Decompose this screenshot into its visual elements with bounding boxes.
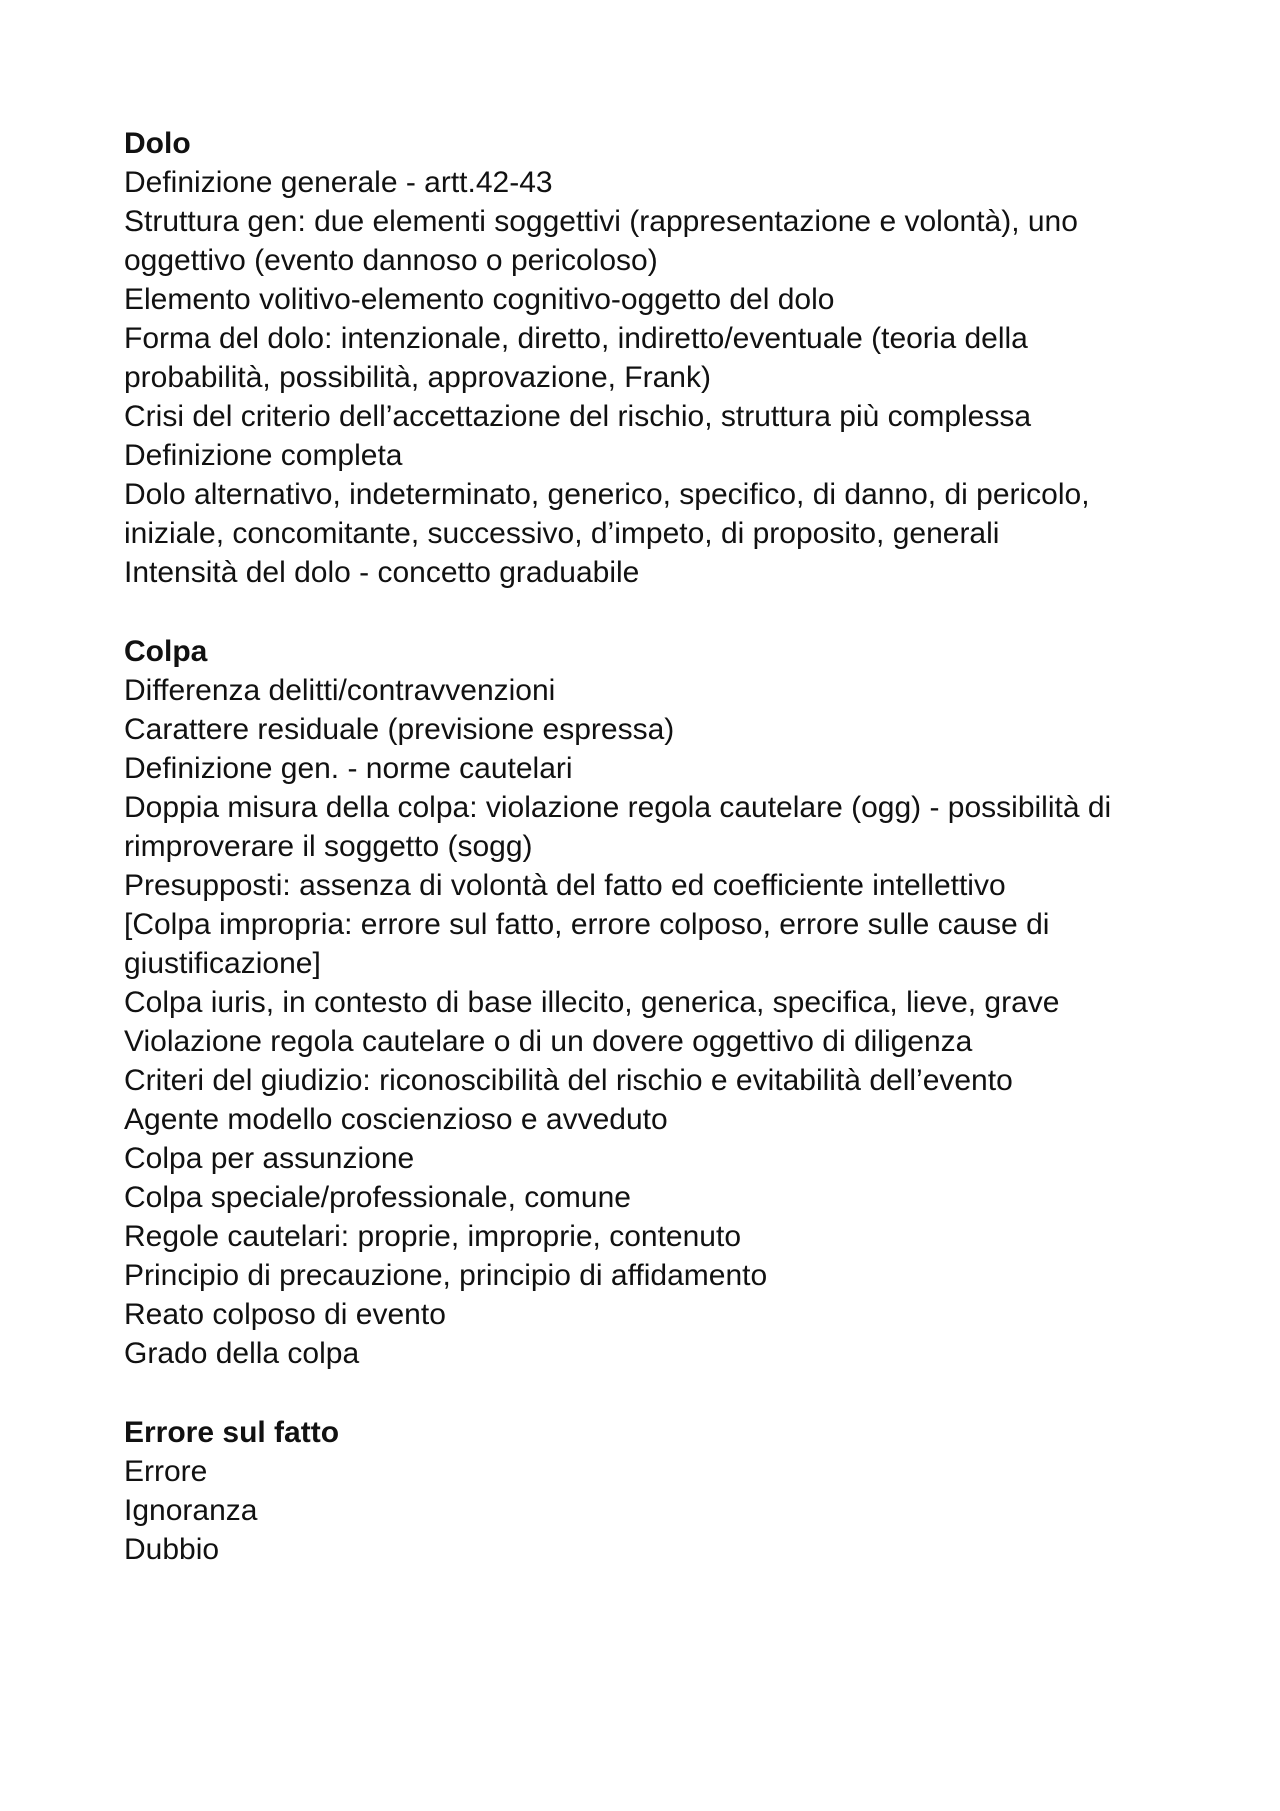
list-item: Definizione generale - artt.42-43 [124, 166, 553, 199]
list-item: Presupposti: assenza di volontà del fatto ed coefficiente intellettivo [124, 869, 1006, 902]
list-item: Dolo alternativo, indeterminato, generico, specifico, di danno, di pericolo, iniziale, concomitante, successivo, d’impeto, di proposito, generali [124, 478, 1090, 550]
list-item: Errore [124, 1455, 208, 1488]
list-item: Doppia misura della colpa: violazione regola cautelare (ogg) - possibilità di rimproverare il soggetto (sogg) [124, 791, 1112, 863]
list-item: Elemento volitivo-elemento cognitivo-oggetto del dolo [124, 283, 835, 316]
section-errore-sul-fatto [124, 1413, 1174, 1569]
list-item: Colpa iuris, in contesto di base illecito, generica, specifica, lieve, grave [124, 986, 1060, 1019]
list-item: Colpa per assunzione [124, 1142, 415, 1175]
list-item: Crisi del criterio dell’accettazione del rischio, struttura più complessa [124, 400, 1032, 433]
list-item: Colpa speciale/professionale, comune [124, 1181, 631, 1214]
list-item: Regole cautelari: proprie, improprie, contenuto [124, 1220, 742, 1253]
document-page [124, 124, 1174, 1609]
section-title: Dolo [124, 127, 191, 160]
section-colpa [124, 632, 1174, 1373]
list-item: Violazione regola cautelare o di un dovere oggettivo di diligenza [124, 1025, 973, 1058]
list-item: Agente modello coscienzioso e avveduto [124, 1103, 668, 1136]
list-item: Grado della colpa [124, 1337, 360, 1370]
list-item: [Colpa impropria: errore sul fatto, errore colposo, errore sulle cause di giustificazione] [124, 908, 1050, 980]
section-dolo [124, 124, 1174, 592]
list-item: Reato colposo di evento [124, 1298, 446, 1331]
list-item: Definizione completa [124, 439, 403, 472]
list-item: Criteri del giudizio: riconoscibilità del rischio e evitabilità dell’evento [124, 1064, 1013, 1097]
section-title: Errore sul fatto [124, 1416, 340, 1449]
list-item: Principio di precauzione, principio di affidamento [124, 1259, 768, 1292]
list-item: Differenza delitti/contravvenzioni [124, 674, 556, 707]
list-item: Definizione gen. - norme cautelari [124, 752, 573, 785]
list-item: Carattere residuale (previsione espressa) [124, 713, 675, 746]
section-title: Colpa [124, 635, 208, 668]
list-item: Intensità del dolo - concetto graduabile [124, 556, 640, 589]
list-item: Forma del dolo: intenzionale, diretto, indiretto/eventuale (teoria della probabilità, possibilità, approvazione, Frank) [124, 322, 1028, 394]
list-item: Struttura gen: due elementi soggettivi (rappresentazione e volontà), uno oggettivo (evento dannoso o pericoloso) [124, 205, 1078, 277]
list-item: Ignoranza [124, 1494, 258, 1527]
list-item: Dubbio [124, 1533, 220, 1566]
